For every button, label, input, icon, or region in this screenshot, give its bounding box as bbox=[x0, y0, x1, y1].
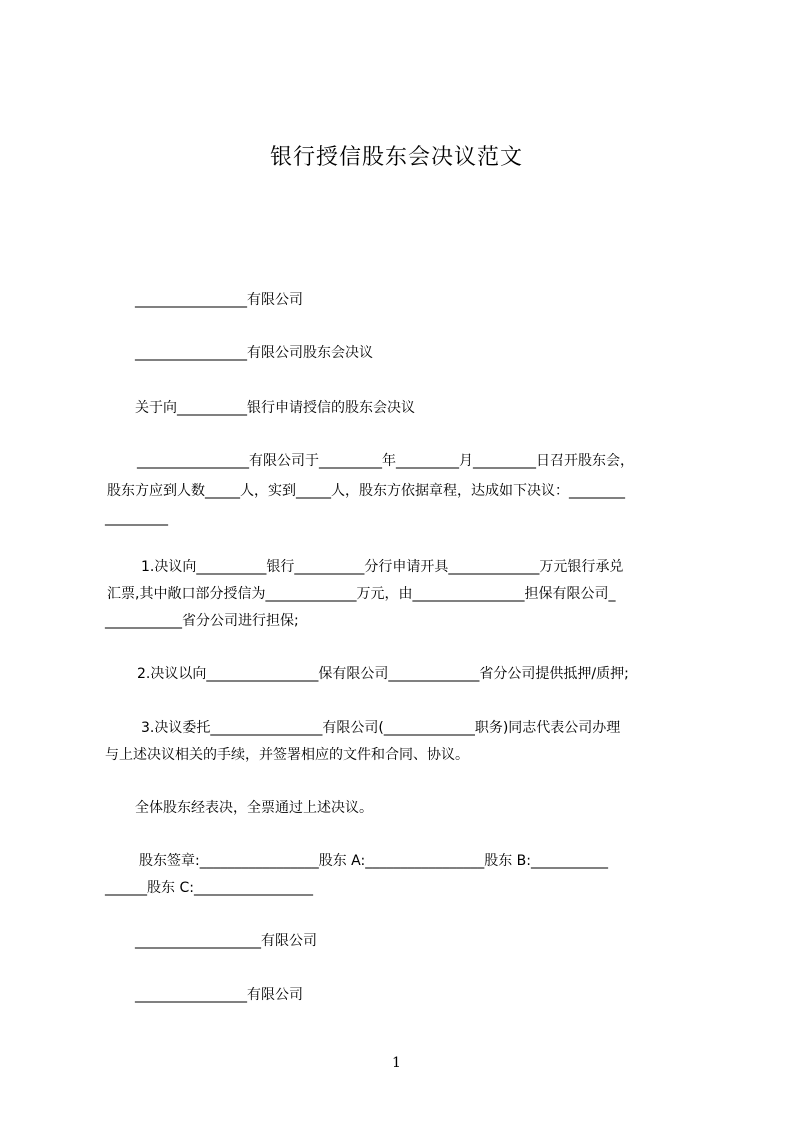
meeting-paragraph-line-2: 股东方应到人数_____人，实到_____人，股东方依据章程，达成如下决议：________ bbox=[107, 483, 625, 499]
resolution-item-3-line-2: 与上述决议相关的手续，并签署相应的文件和合同、协议。 bbox=[105, 747, 469, 763]
resolution-item-2: 2.决议以向________________保有限公司_____________省分公司提供抵押/质押; bbox=[137, 666, 629, 682]
shareholder-signature-line-1: 股东签章:_________________股东 A:_________________股东 B:___________ bbox=[139, 853, 608, 869]
resolution-item-1-line-3: ___________省分公司进行担保; bbox=[105, 613, 299, 629]
closing-company-line-1: __________________有限公司 bbox=[135, 933, 317, 949]
resolution-item-3-line-1: 3.决议委托________________有限公司(_____________职务)同志代表公司办理 bbox=[141, 720, 621, 736]
document-title: 银行授信股东会决议范文 bbox=[269, 145, 523, 170]
resolution-item-1-line-1: 1.决议向__________银行__________分行申请开具_____________万元银行承兑 bbox=[141, 559, 624, 575]
shareholder-signature-line-2: ______股东 C:_________________ bbox=[105, 880, 313, 896]
vote-statement: 全体股东经表决，全票通过上述决议。 bbox=[135, 800, 373, 816]
meeting-paragraph-line-1: ________________有限公司于_________年_________月_________日召开股东会， bbox=[137, 453, 634, 469]
company-name-line: ________________有限公司 bbox=[135, 292, 303, 308]
page-number: 1 bbox=[392, 1055, 401, 1071]
resolution-subject: 关于向__________银行申请授信的股东会决议 bbox=[135, 400, 415, 416]
resolution-heading: ________________有限公司股东会决议 bbox=[135, 345, 373, 361]
meeting-paragraph-line-3: _________ bbox=[105, 510, 168, 526]
resolution-item-1-line-2: 汇票,其中敞口部分授信为_____________万元，由________________担保有限公司_ bbox=[107, 586, 616, 602]
closing-company-line-2: ________________有限公司 bbox=[135, 987, 303, 1003]
